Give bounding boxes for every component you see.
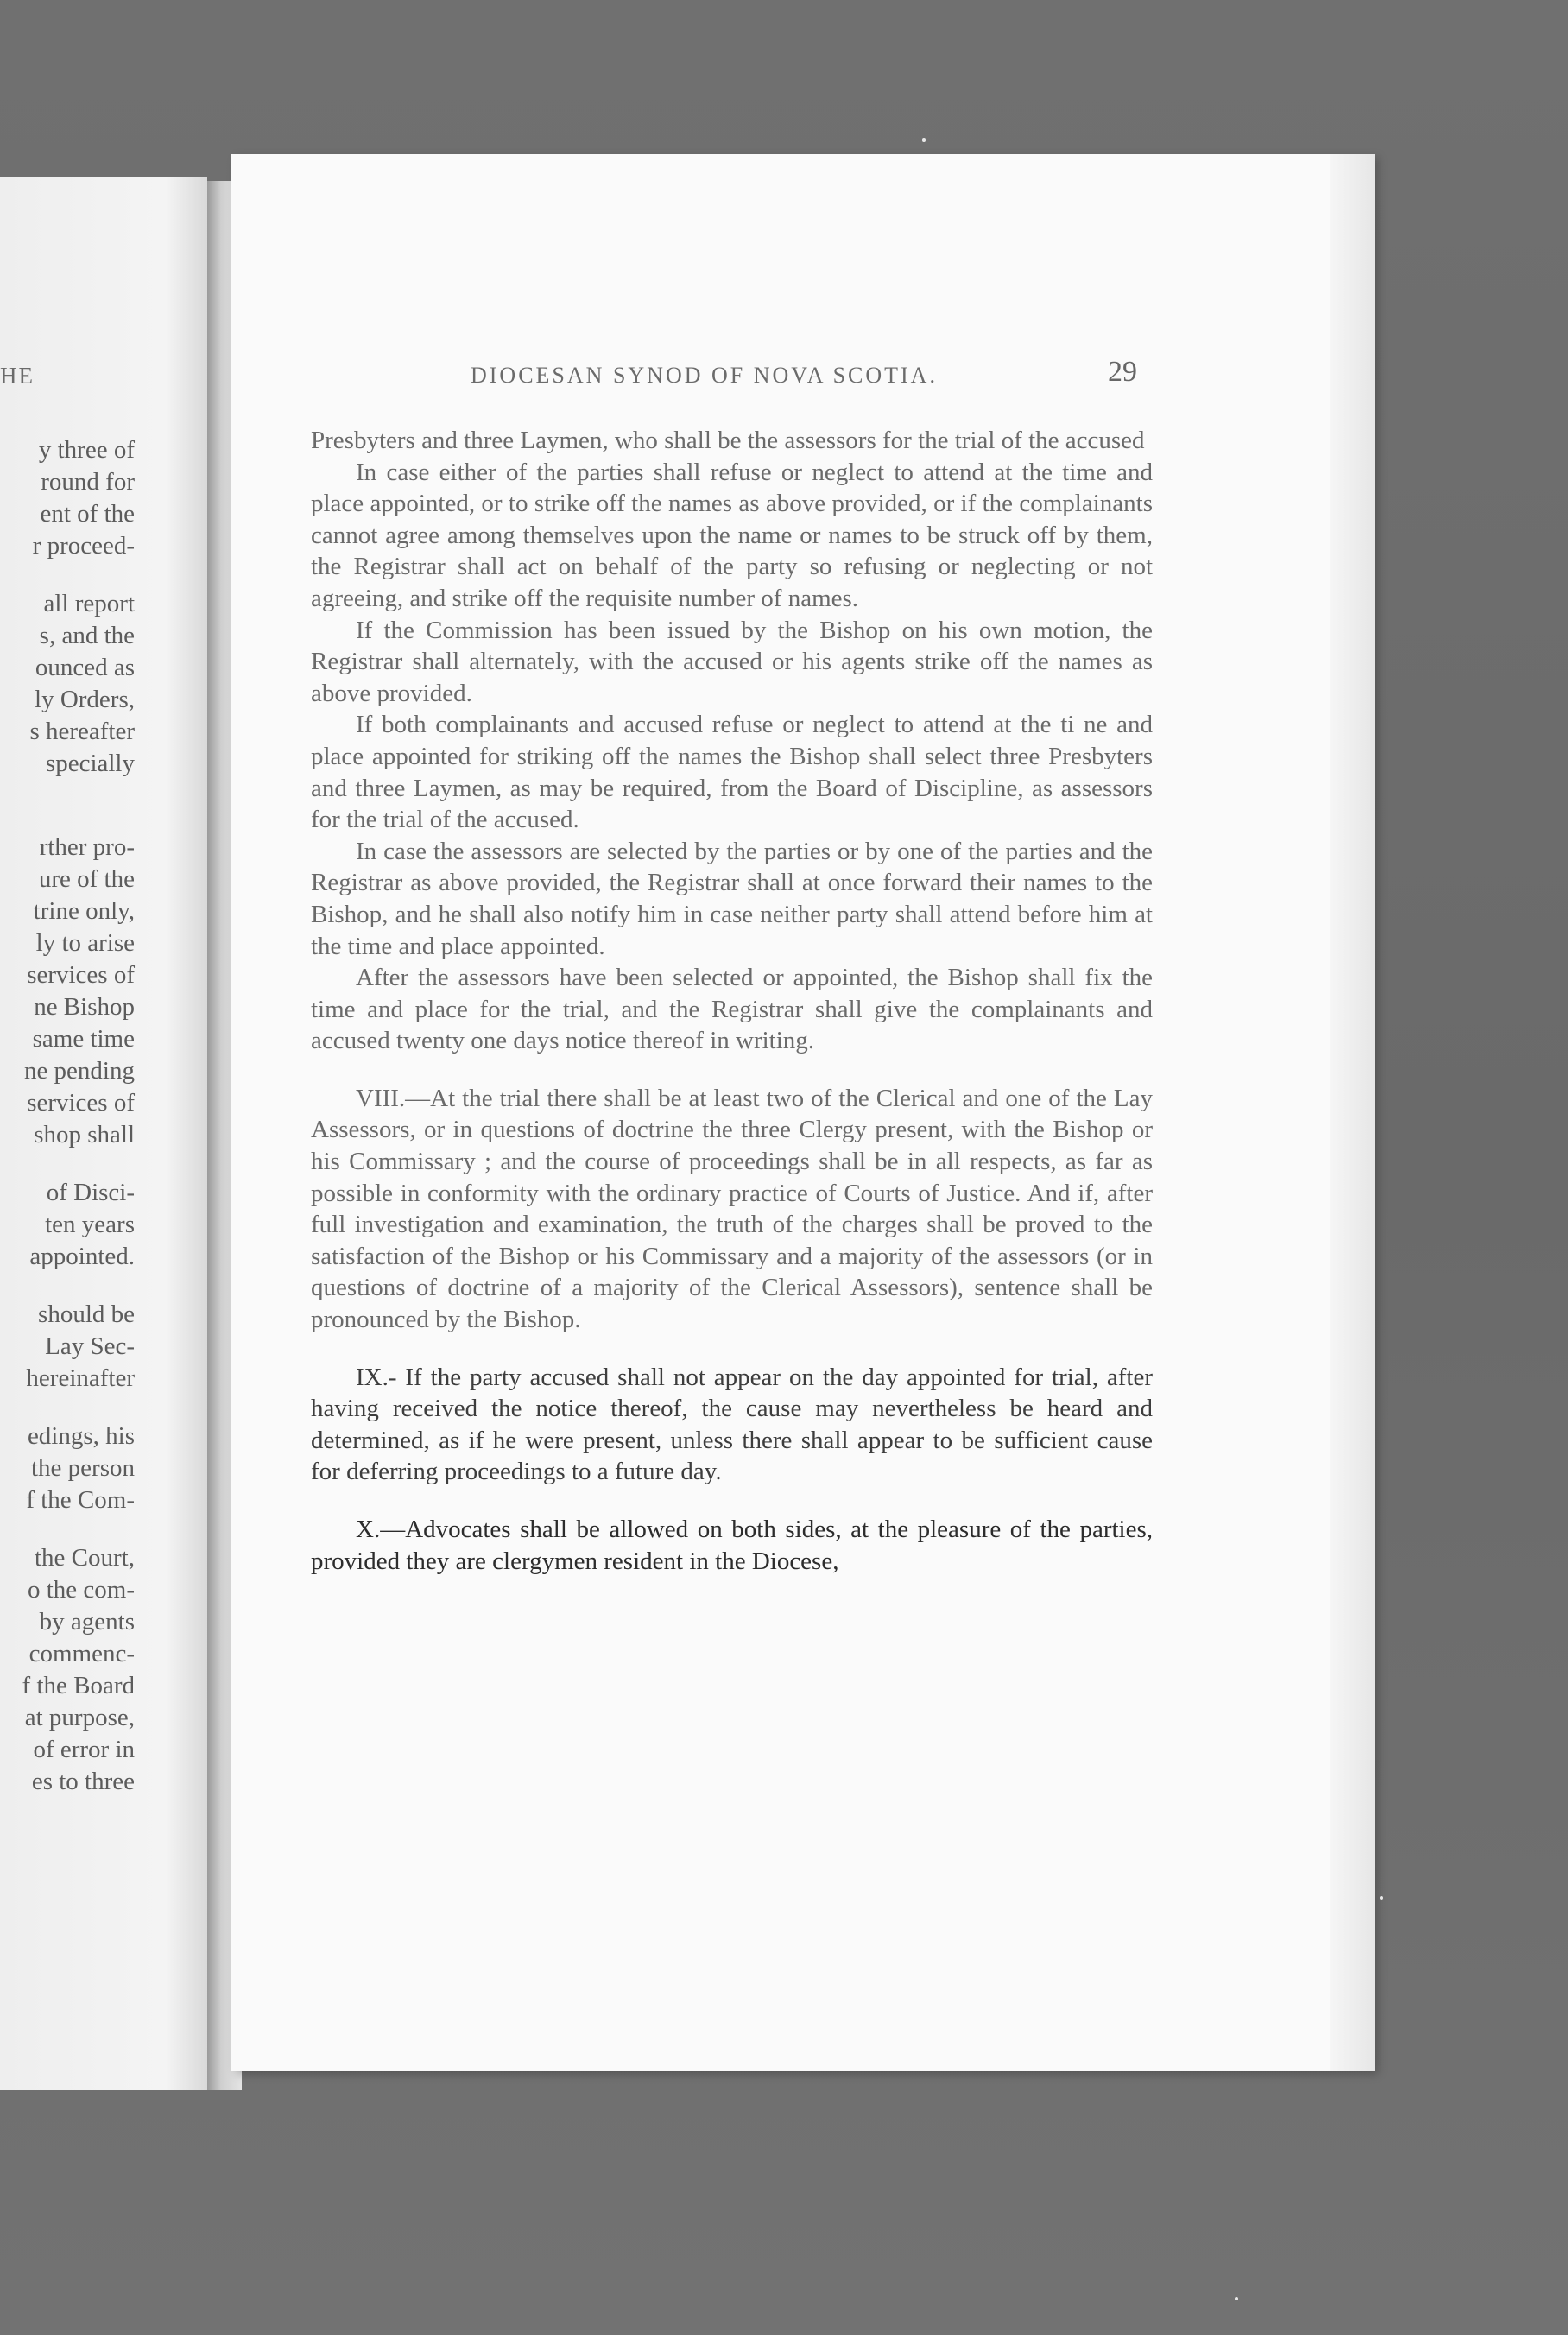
left-page-line: shop shall	[34, 1121, 135, 1149]
left-page-line: by agents	[39, 1608, 135, 1636]
left-page-line: ure of the	[38, 865, 135, 893]
section-ix: IX.- If the party accused shall not appear on the day appointed for trial, after having received the notice thereof, the cause may nevertheless be heard and determined, as if he were present, unless there shall appear to be sufficient cause for deferring proceedings to a future day.	[311, 1363, 1153, 1486]
left-page-line: f the Com-	[26, 1486, 135, 1514]
left-page-line: s hereafter	[29, 718, 135, 745]
page-number: 29	[1108, 356, 1137, 388]
left-page-line: of error in	[33, 1736, 135, 1763]
page-edge	[1330, 154, 1375, 2071]
scan-speck	[1235, 2297, 1238, 2300]
left-page-line: services of	[27, 961, 135, 989]
left-page-line: y three of	[38, 436, 135, 464]
left-page-line: round for	[41, 468, 135, 496]
left-page-line: ten years	[45, 1211, 135, 1238]
left-page-line: appointed.	[29, 1243, 135, 1270]
left-page-line: services of	[27, 1089, 135, 1117]
left-page-line: ne Bishop	[34, 993, 135, 1021]
left-page-line: the person	[31, 1454, 135, 1482]
left-page-line: edings, his	[27, 1422, 135, 1450]
paragraph: Presbyters and three Laymen, who shall be the assessors for the trial of the accused	[311, 427, 1145, 454]
paragraph: If the Commission has been issued by the Bishop on his own motion, the Registrar shall alternately, with the accused or his agents strike off the names as above provided.	[311, 616, 1153, 707]
left-page-line: specially	[45, 750, 135, 777]
section-viii: VIII.—At the trial there shall be at least two of the Clerical and one of the Lay Assessors, or in questions of doctrine the three Clergy present, with the Bishop or his Commissary ; and the course of proceedings shall be in all respects, as far as possible in conformity with the ordinary practice of Courts of Justice. And if, after full investigation and examination, the truth of the charges shall be proved to the satisfaction of the Bishop or his Commissary and a majority of the assessors (or in questions of doctrine of a majority of the Clerical Assessors), sentence shall be pronounced by the Bishop.	[311, 1084, 1153, 1334]
paragraph: If both complainants and accused refuse or neglect to attend at the ti ne and place appointed for striking off the names the Bishop shall select three Presbyters and three Laymen, as may be required, from the Board of Discipline, as assessors for the trial of the accused.	[311, 711, 1153, 834]
scan-speck	[1380, 1896, 1383, 1900]
left-page-line: ly Orders,	[35, 686, 135, 713]
running-head: DIOCESAN SYNOD OF NOVA SCOTIA.	[471, 363, 938, 388]
left-page-line: o the com-	[27, 1576, 135, 1604]
left-page-line: r proceed-	[32, 532, 135, 560]
left-page-line: at purpose,	[24, 1704, 135, 1731]
left-page-line: commenc-	[28, 1640, 135, 1667]
left-page-line: all report	[43, 590, 135, 617]
left-page-line: of Disci-	[46, 1179, 135, 1206]
left-page-line: trine only,	[33, 897, 135, 925]
page-body	[311, 425, 1153, 1577]
left-page-header: HE	[0, 363, 35, 389]
left-page-line: s, and the	[39, 622, 135, 649]
left-page-line: ounced as	[35, 654, 135, 681]
paragraph: After the assessors have been selected or appointed, the Bishop shall fix the time and place for the trial, and the Registrar shall give the complainants and accused twenty one days notice thereof in writing.	[311, 964, 1153, 1055]
paragraph: In case either of the parties shall refuse or neglect to attend at the time and place appointed, or to strike off the names as above provided, or if the complainants cannot agree among themselves upon the name or names to be struck off by them, the Registrar shall act on behalf of the party so refusing or neglecting or not agreeing, and strike off the requisite number of names.	[311, 458, 1153, 612]
left-page-line: the Court,	[35, 1544, 135, 1572]
left-page-line: es to three	[31, 1768, 135, 1795]
left-page-line: ne pending	[23, 1057, 135, 1085]
left-page-line: same time	[32, 1025, 135, 1053]
left-page-line: should be	[38, 1300, 135, 1328]
section-x: X.—Advocates shall be allowed on both sides, at the pleasure of the parties, provided they are clergymen resident in the Diocese,	[311, 1516, 1153, 1575]
scan-speck	[922, 138, 926, 142]
left-page-line: rther pro-	[39, 833, 135, 861]
left-page-line: Lay Sec-	[45, 1332, 135, 1360]
left-page-line: hereinafter	[26, 1364, 135, 1392]
left-page-line: f the Board	[22, 1672, 135, 1699]
left-page-line: ly to arise	[35, 929, 135, 957]
paragraph: In case the assessors are selected by the parties or by one of the parties and the Registrar as above provided, the Registrar shall at once forward their names to the Bishop, and he shall also notify him in case neither party shall attend before him at the time and place appointed.	[311, 837, 1153, 960]
left-page-line: ent of the	[40, 500, 135, 528]
